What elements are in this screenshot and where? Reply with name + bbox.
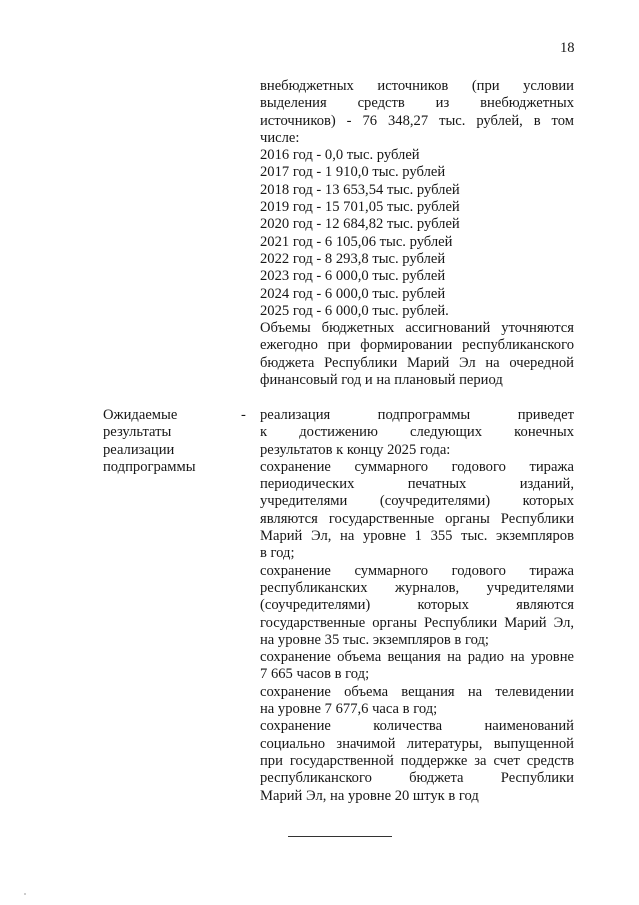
text-line: бюджета Республики Марий Эл на очередной [260, 354, 574, 371]
text-line: 2018 год - 13 653,54 тыс. рублей [260, 181, 460, 198]
text-line: на уровне 7 677,6 часа в год; [260, 701, 438, 718]
text-line: государственные органы Республики Марий Эл, [260, 614, 574, 631]
text-line: в год; [260, 545, 295, 562]
text-line: 7 665 часов в год; [260, 666, 370, 683]
text-line: Марий Эл, на уровне 1 355 тыс. экземпляров [260, 528, 574, 545]
text-line: внебюджетных источников (при условии [260, 78, 574, 94]
text-line: при государственной поддержке за счет средств [260, 752, 574, 769]
text-line: выделения средств из внебюджетных [260, 95, 574, 112]
expected-results-label [103, 407, 233, 476]
text-line: числе: [260, 129, 300, 146]
scan-speck [24, 893, 26, 895]
text-line: сохранение объема вещания на радио на уровне [260, 649, 574, 666]
text-line: 2019 год - 15 701,05 тыс. рублей [260, 199, 460, 216]
text-line: Марий Эл, на уровне 20 штук в год [260, 787, 479, 804]
label-line: результаты [103, 424, 172, 441]
text-line: 2016 год - 0,0 тыс. рублей [260, 147, 420, 164]
text-line: (соучредителями) которых являются [260, 597, 574, 614]
text-line: 2025 год - 6 000,0 тыс. рублей. [260, 302, 449, 319]
text-line: являются государственные органы Республики [260, 510, 574, 527]
text-line: сохранение количества наименований [260, 718, 574, 735]
text-line: 2021 год - 6 105,06 тыс. рублей [260, 233, 453, 250]
label-dash: - [241, 407, 246, 423]
text-line: к достижению следующих конечных [260, 424, 574, 441]
label-line: Ожидаемые [103, 407, 178, 423]
text-line: республиканских журналов, учредителями [260, 579, 574, 596]
expected-results-text-block [260, 407, 574, 805]
text-line: 2020 год - 12 684,82 тыс. рублей [260, 216, 460, 233]
text-line: 2017 год - 1 910,0 тыс. рублей [260, 164, 446, 181]
text-line: источников) - 76 348,27 тыс. рублей, в том [260, 112, 574, 129]
text-line: сохранение суммарного годового тиража [260, 562, 574, 579]
text-line: 2024 год - 6 000,0 тыс. рублей [260, 285, 446, 302]
text-line: финансовый год и на плановый период [260, 372, 503, 389]
text-line: сохранение объема вещания на телевидении [260, 683, 574, 700]
funding-text-block [260, 78, 574, 389]
text-line: ежегодно при формировании республиканского [260, 337, 574, 354]
text-line: на уровне 35 тыс. экземпляров в год; [260, 631, 489, 648]
text-line: реализация подпрограммы приведет [260, 407, 574, 423]
label-line: подпрограммы [103, 458, 196, 475]
page-number: 18 [560, 40, 575, 56]
text-line: 2023 год - 6 000,0 тыс. рублей [260, 268, 446, 285]
text-line: результатов к концу 2025 года: [260, 441, 451, 458]
text-line: учредителями (соучредителями) которых [260, 493, 574, 510]
label-line: реализации [103, 441, 175, 458]
text-line: периодических печатных изданий, [260, 476, 574, 493]
text-line: сохранение суммарного годового тиража [260, 458, 574, 475]
text-line: социально значимой литературы, выпущенной [260, 735, 574, 752]
footer-rule [288, 836, 392, 837]
text-line: Объемы бюджетных ассигнований уточняются [260, 320, 574, 337]
text-line: 2022 год - 8 293,8 тыс. рублей [260, 250, 446, 267]
text-line: республиканского бюджета Республики [260, 770, 574, 787]
